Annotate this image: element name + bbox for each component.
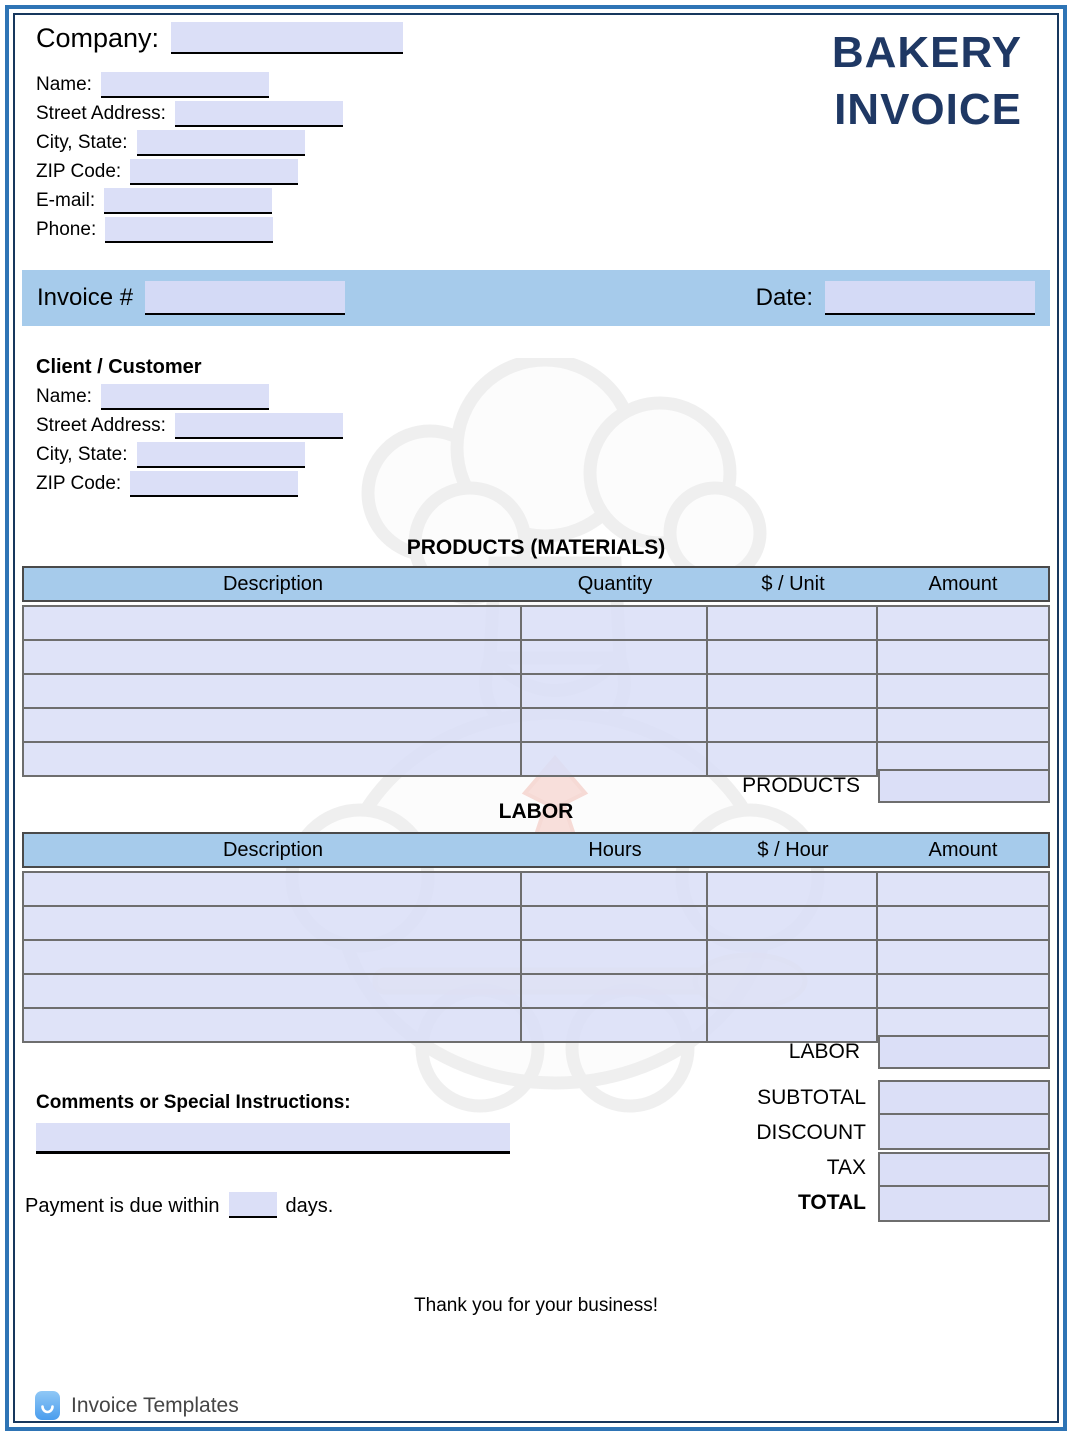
labor-total-label: LABOR [788,1040,860,1063]
summary-label-total: TOTAL [797,1191,866,1214]
comments-block [36,1092,510,1159]
company-field-input[interactable] [137,130,305,156]
company-field-input[interactable] [175,101,343,127]
invoice-bar [22,270,1050,326]
products-cell[interactable] [878,675,1048,707]
document-title-line2: INVOICE [834,85,1022,134]
comments-label: Comments or Special Instructions: [36,1092,351,1113]
company-field-row [36,128,343,157]
products-cell[interactable] [24,743,522,775]
client-field-input[interactable] [175,413,343,439]
products-header-row [22,566,1050,602]
labor-column-header: $ / Hour [757,838,829,861]
labor-row [24,907,1048,941]
payment-terms-line [25,1192,333,1218]
products-cell[interactable] [522,743,708,775]
client-field-row [36,440,343,469]
products-column-header: Amount [928,572,998,595]
client-field-row [36,382,343,411]
client-field-input[interactable] [130,471,298,497]
products-total-input[interactable] [878,769,1050,803]
document-title [832,24,1022,138]
summary-value-boxes [878,1080,1050,1222]
summary-value-total[interactable] [880,1187,1048,1220]
products-column-header: $ / Unit [761,572,825,595]
labor-section-title: LABOR [498,800,574,823]
products-total-label: PRODUCTS [742,774,860,797]
invoice-date-input[interactable] [825,281,1035,315]
labor-cell[interactable] [522,1009,708,1041]
client-field-row [36,411,343,440]
footer-brand-text: Invoice Templates [71,1393,239,1417]
client-field-label: Street Address: [36,414,166,436]
products-cell[interactable] [708,641,878,673]
footer-brand-link[interactable] [34,1390,239,1421]
company-field-row [36,215,343,244]
products-body [22,605,1050,777]
payment-terms-prefix: Payment is due within [25,1195,220,1217]
products-column-header: Quantity [577,572,653,595]
summary-label-discount: DISCOUNT [756,1121,866,1144]
company-field-label: Phone: [36,218,97,240]
products-cell[interactable] [878,641,1048,673]
labor-cell[interactable] [878,975,1048,1007]
labor-cell[interactable] [708,941,878,973]
products-row [24,641,1048,675]
company-info-block [36,70,343,244]
client-info-fields [36,382,343,498]
products-cell[interactable] [24,607,522,639]
labor-cell[interactable] [708,975,878,1007]
labor-body [22,871,1050,1043]
labor-column-header: Amount [928,838,998,861]
products-cell[interactable] [24,675,522,707]
labor-cell[interactable] [522,873,708,905]
client-field-input[interactable] [101,384,269,410]
company-field-row [36,157,343,186]
products-cell[interactable] [522,607,708,639]
products-cell[interactable] [24,709,522,741]
labor-row [24,873,1048,907]
products-cell[interactable] [522,641,708,673]
labor-row [24,975,1048,1009]
labor-cell[interactable] [24,873,522,905]
products-row [24,709,1048,743]
company-field-input[interactable] [104,188,272,214]
client-field-label: City, State: [36,443,128,465]
labor-table [22,832,1050,1043]
labor-cell[interactable] [24,1009,522,1041]
products-cell[interactable] [522,709,708,741]
products-column-header: Description [222,572,324,595]
labor-cell[interactable] [878,941,1048,973]
summary-label-tax: TAX [826,1156,866,1179]
summary-value-subtotal[interactable] [880,1082,1048,1115]
client-field-input[interactable] [137,442,305,468]
labor-column-header: Hours [588,838,642,861]
comments-input[interactable] [36,1123,510,1154]
company-field-label: Name: [36,73,92,95]
invoice-number-label: Invoice # [37,284,134,311]
products-section-title: PRODUCTS (MATERIALS) [406,536,666,559]
invoice-date-label: Date: [755,284,813,311]
summary-label-subtotal: SUBTOTAL [757,1086,866,1109]
summary-box-group [878,1152,1050,1222]
products-cell[interactable] [708,675,878,707]
products-cell[interactable] [24,641,522,673]
labor-cell[interactable] [522,907,708,939]
products-cell[interactable] [878,607,1048,639]
company-field-label: Street Address: [36,102,166,124]
company-field-row [36,70,343,99]
company-field-input[interactable] [101,72,269,98]
summary-box-group [878,1080,1050,1150]
company-field-label: ZIP Code: [36,160,122,182]
summary-value-discount[interactable] [880,1115,1048,1148]
products-table [22,566,1050,777]
labor-row [24,941,1048,975]
summary-labels [560,1080,866,1220]
thank-you-message: Thank you for your business! [414,1295,658,1316]
payment-days-input[interactable] [229,1192,277,1218]
products-cell[interactable] [708,709,878,741]
company-field-label: E-mail: [36,189,96,211]
client-field-row [36,469,343,498]
summary-value-tax[interactable] [880,1154,1048,1187]
labor-column-header: Description [222,838,324,861]
company-field-row [36,99,343,128]
labor-cell[interactable] [708,873,878,905]
client-block [36,352,343,498]
company-heading-row [36,22,403,54]
invoice-templates-logo-icon [34,1390,61,1421]
products-row [24,607,1048,641]
products-cell[interactable] [878,709,1048,741]
invoice-number-input[interactable] [145,281,345,315]
products-row [24,675,1048,709]
document-title-line1: BAKERY [831,28,1022,77]
client-field-label: ZIP Code: [36,472,122,494]
labor-cell[interactable] [522,941,708,973]
payment-terms-suffix: days. [285,1195,334,1217]
client-field-label: Name: [36,385,92,407]
labor-cell[interactable] [24,907,522,939]
company-field-row [36,186,343,215]
products-cell[interactable] [708,607,878,639]
company-field-input[interactable] [105,217,273,243]
labor-cell[interactable] [522,975,708,1007]
labor-cell[interactable] [24,941,522,973]
labor-total-input[interactable] [878,1035,1050,1069]
labor-cell[interactable] [24,975,522,1007]
client-heading: Client / Customer [36,355,202,378]
company-name-input[interactable] [171,22,403,54]
company-field-input[interactable] [130,159,298,185]
labor-header-row [22,832,1050,868]
labor-cell[interactable] [708,907,878,939]
labor-cell[interactable] [878,873,1048,905]
products-cell[interactable] [522,675,708,707]
labor-cell[interactable] [878,907,1048,939]
company-label: Company: [36,22,160,53]
company-field-label: City, State: [36,131,128,153]
